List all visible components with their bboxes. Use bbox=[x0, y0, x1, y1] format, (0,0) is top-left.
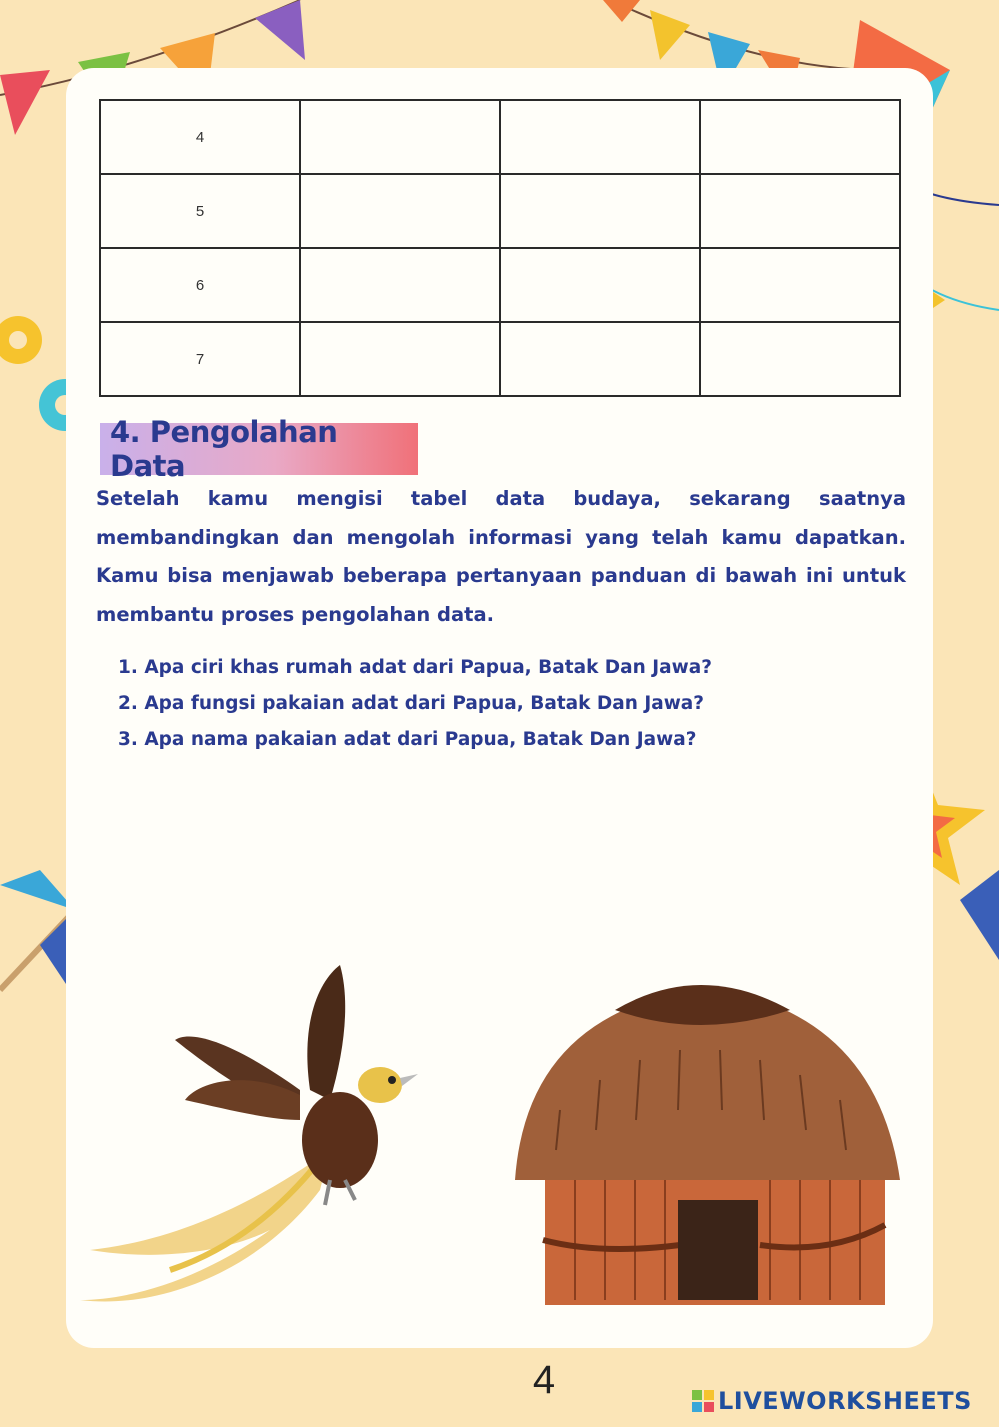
brand-logo bbox=[692, 1384, 972, 1418]
page-number: 4 bbox=[532, 1358, 556, 1402]
liveworksheets-logo-icon bbox=[692, 1390, 714, 1412]
honai-hut-icon bbox=[515, 985, 900, 1305]
bird-of-paradise-icon bbox=[80, 965, 418, 1302]
question-item: 3. Apa nama pakaian adat dari Papua, Batak Dan Jawa? bbox=[118, 729, 697, 750]
section-title: 4. Pengolahan Data bbox=[110, 415, 338, 483]
question-item: 2. Apa fungsi pakaian adat dari Papua, Batak Dan Jawa? bbox=[118, 693, 705, 714]
row-number-cell: 7 bbox=[100, 322, 300, 396]
instruction-paragraph: Setelah kamu mengisi tabel data budaya, sekarang saatnya membandingkan dan mengolah informasi yang telah kamu dapatkan. Kamu bisa menjawab beberapa pertanyaan panduan di bawah ini untuk membantu proses pengolahan data. bbox=[96, 487, 906, 626]
row-number-cell: 6 bbox=[100, 248, 300, 322]
question-item: 1. Apa ciri khas rumah adat dari Papua, Batak Dan Jawa? bbox=[118, 657, 712, 678]
row-number-cell: 4 bbox=[100, 100, 300, 174]
brand-name: LIVEWORKSHEETS bbox=[718, 1387, 972, 1415]
row-number-cell: 5 bbox=[100, 174, 300, 248]
